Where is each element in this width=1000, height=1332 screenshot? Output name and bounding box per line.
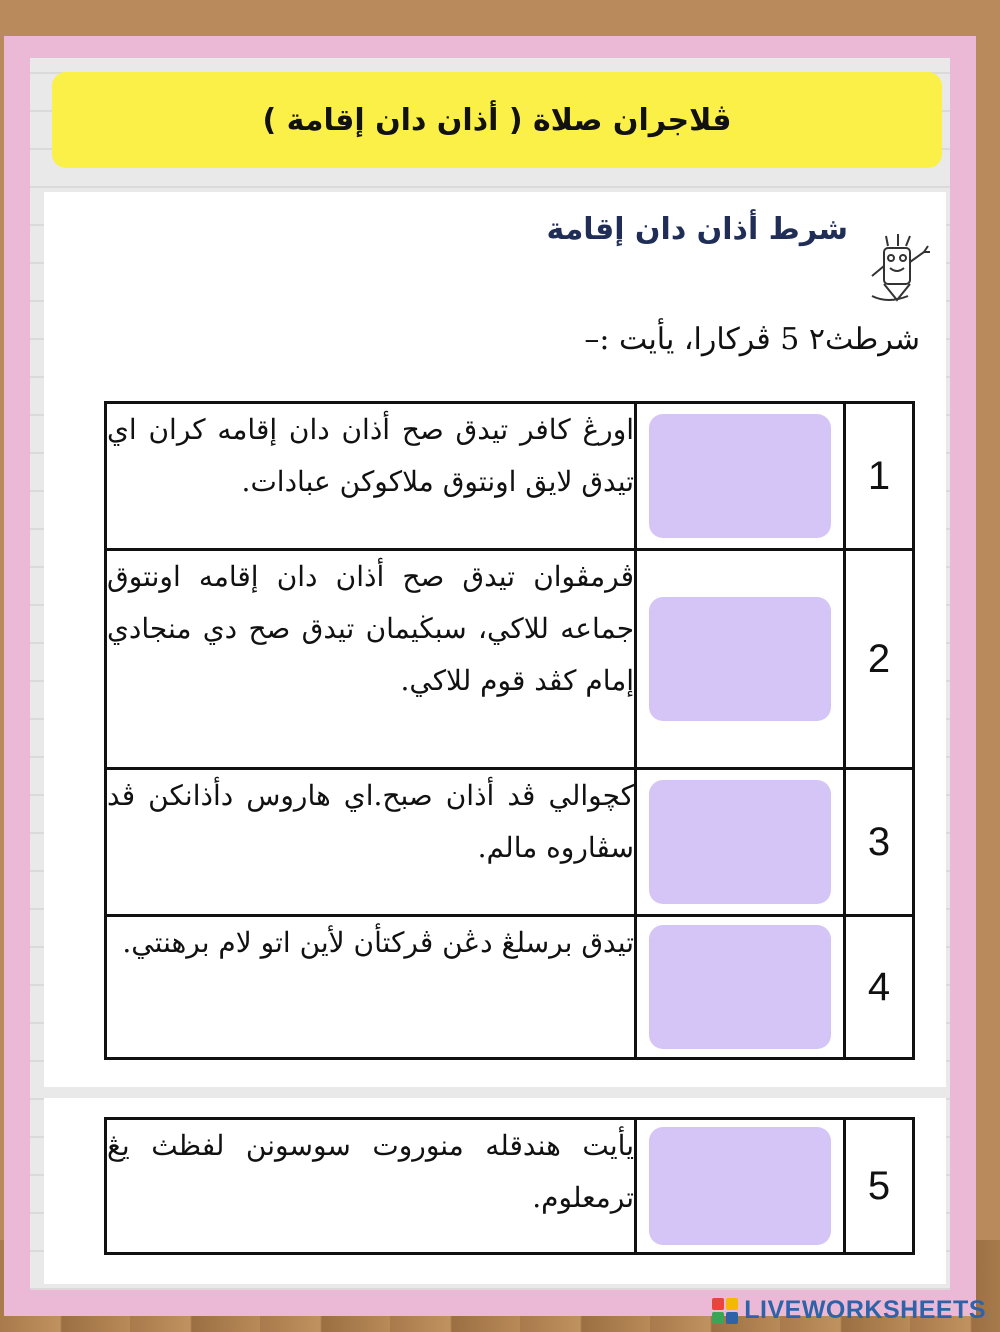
row-number: 4 [845, 916, 914, 1059]
conditions-table [104, 401, 915, 1060]
table-row [106, 769, 914, 916]
row-number: 1 [845, 403, 914, 550]
answer-cell [636, 1119, 845, 1254]
pencil-mascot-icon [858, 226, 938, 306]
answer-drop-box[interactable] [649, 414, 831, 538]
table-row [106, 1119, 914, 1254]
table-row [106, 550, 914, 769]
condition-text: ڤرمڤوان تيدق صح أذان دان إقامه اونتوق جماعه للاكي، سبڬيمان تيدق صح دي منجادي إمام كڤد قوم للاكي. [106, 550, 636, 769]
watermark-text: LIVEWORKSHEETS [744, 1296, 986, 1324]
condition-text: تيدق برسلڠ دڠن ڤركتأن لأين اتو لام برهنتي. [106, 916, 636, 1059]
answer-drop-box[interactable] [649, 780, 831, 904]
section-heading: شرط أذان دان إقامة [546, 212, 848, 247]
page-title: ڤلاجران صلاة ( أذان دان إقامة ) [262, 102, 732, 138]
answer-cell [636, 916, 845, 1059]
liveworksheets-watermark [712, 1296, 986, 1325]
conditions-table-continued [104, 1117, 915, 1255]
title-banner [52, 72, 942, 168]
condition-text: كچوالي ڤد أذان صبح.اي هاروس دأذانكن ڤد سڤاروه مالم. [106, 769, 636, 916]
table-row [106, 916, 914, 1059]
condition-text: اورڠ كافر تيدق صح أذان دان إقامه كران اي تيدق لايق اونتوق ملاكوكن عبادات. [106, 403, 636, 550]
row-number: 5 [845, 1119, 914, 1254]
condition-text: يأيت هندقله منوروت سوسونن لفظث يڠ ترمعلوم. [106, 1119, 636, 1254]
answer-drop-box[interactable] [649, 597, 831, 721]
row-number: 3 [845, 769, 914, 916]
answer-cell [636, 403, 845, 550]
table-row [106, 403, 914, 550]
answer-cell [636, 769, 845, 916]
answer-cell [636, 550, 845, 769]
answer-drop-box[interactable] [649, 925, 831, 1049]
liveworksheets-logo-icon [712, 1298, 738, 1324]
answer-drop-box[interactable] [649, 1127, 831, 1245]
row-number: 2 [845, 550, 914, 769]
intro-text: شرطث٢ 5 ڤركارا، يأيت :– [584, 322, 920, 357]
